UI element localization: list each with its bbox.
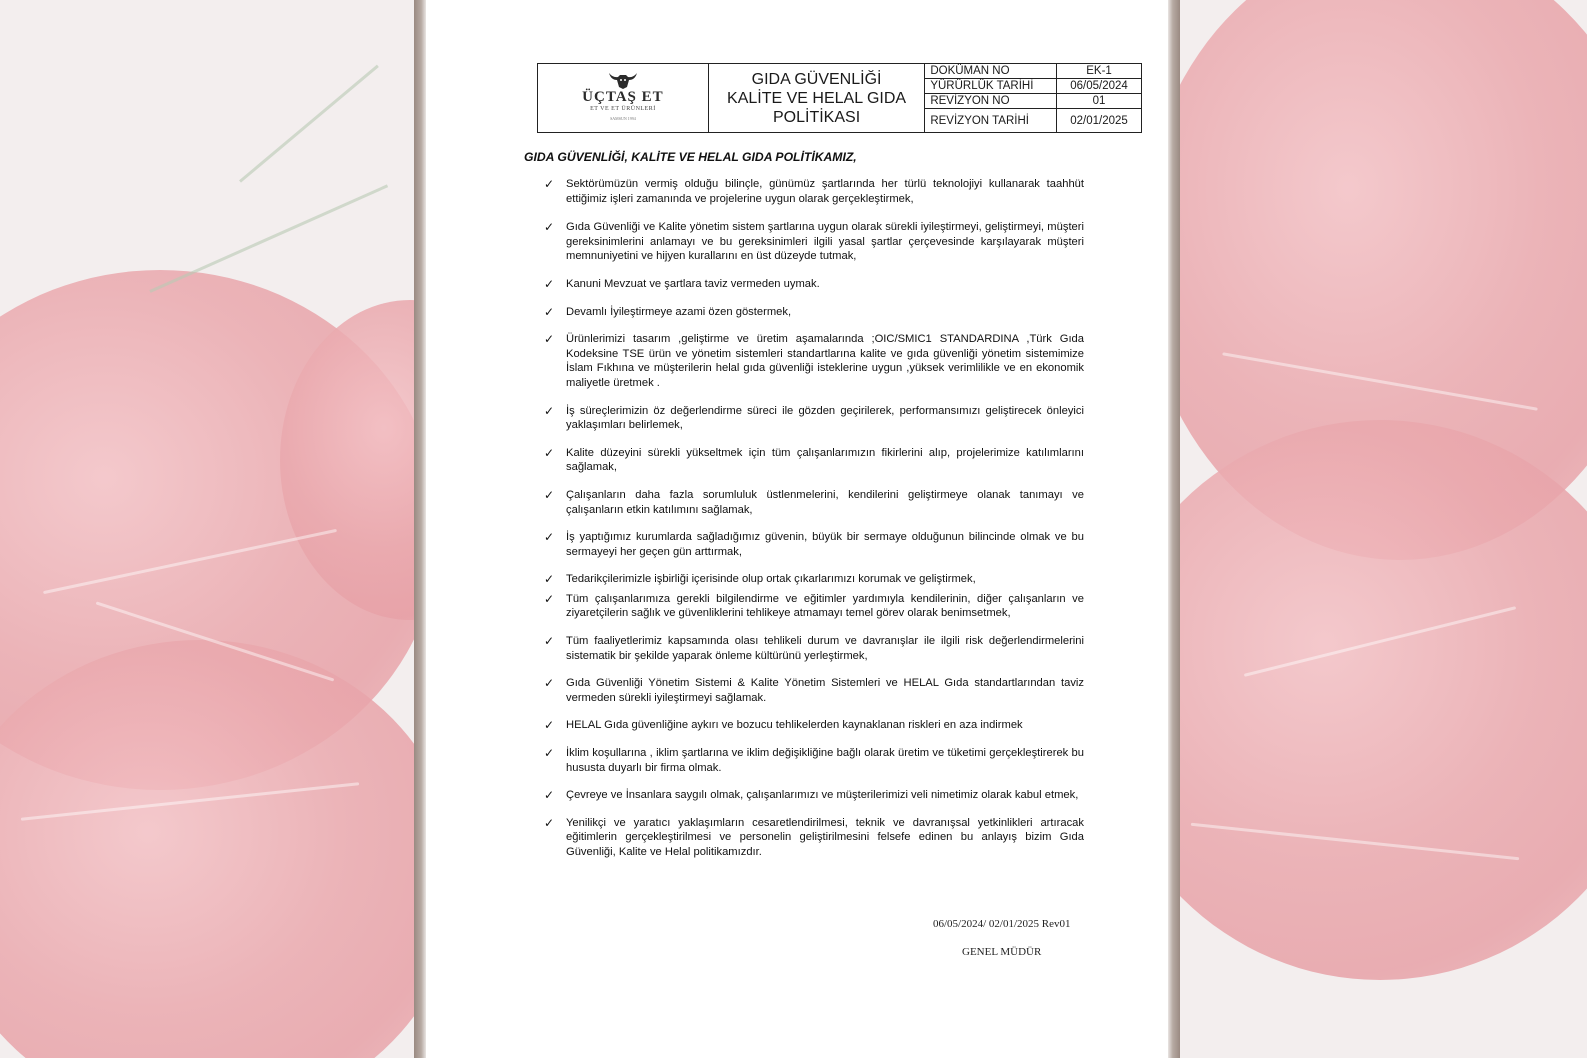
- checkmark-icon: ✓: [544, 572, 555, 587]
- logo-cell: [538, 64, 709, 133]
- policy-item: [544, 746, 1084, 775]
- policy-item-text: İklim koşullarına , iklim şartlarına ve iklim değişikliğine bağlı olarak üretim ve tüketimi gerçekleştirerek bu hususta duyarlı bir firma olmak.: [566, 747, 1084, 774]
- policy-item: [544, 404, 1084, 433]
- meta-label-revision-no: REVİZYON NO: [925, 94, 1057, 109]
- policy-item: [544, 676, 1084, 705]
- policy-item: [544, 592, 1084, 621]
- policy-item-text: Gıda Güvenliği Yönetim Sistemi & Kalite Yönetim Sistemleri ve HELAL Gıda standartlarından taviz vermeden sürekli iyileştirmeyi sağlamak.: [566, 677, 1084, 704]
- policy-item: [544, 277, 1084, 292]
- background-meat-right: [1180, 0, 1587, 1058]
- meta-label-effective-date: YÜRÜRLÜK TARİHİ: [925, 79, 1057, 94]
- checkmark-icon: ✓: [544, 403, 555, 418]
- title-line: POLİTİKASI: [773, 108, 861, 126]
- policy-item: [544, 177, 1084, 206]
- policy-item: [544, 332, 1084, 390]
- policy-item: [544, 488, 1084, 517]
- checkmark-icon: ✓: [544, 220, 555, 235]
- checkmark-icon: ✓: [544, 487, 555, 502]
- policy-item-text: Tüm çalışanlarımıza gerekli bilgilendirme ve eğitimler yardımıyla kendilerinin, diğer çalışanların ve ziyaretçilerin sağlık ve güvenliklerini tehlikeye atmamayı temel görev olarak benimsetmek,: [566, 592, 1084, 620]
- logo-since: SAMSUN 1994: [610, 115, 636, 121]
- policy-item-text: Ürünlerimizi tasarım ,geliştirme ve üretim aşamalarında ;OIC/SMIC1 STANDARDINA ,Türk Gıda Kodeksine TSE ürün ve yönetim sistemleri standartlarına kalite ve gıda güvenliği yönetim sistemimize İslam Fıkhına ve müşterilerin helal gıda güvenliği isteklerine uygun ,yüksek verimlilikle ve en ekonomik maliyetle üretmek .: [566, 333, 1084, 389]
- policy-item: [544, 718, 1084, 733]
- policy-heading: GIDA GÜVENLİĞİ, KALİTE VE HELAL GIDA POLİTİKAMIZ,: [524, 150, 857, 164]
- policy-item-text: Çalışanların daha fazla sorumluluk üstlenmelerini, kendilerini geliştirmeye olanak tanımayı ve çalışanların etkin katılımını sağlamak,: [566, 488, 1084, 516]
- policy-item: [544, 634, 1084, 663]
- title-line: KALİTE VE HELAL GIDA: [727, 89, 907, 107]
- signature-date: 06/05/2024/ 02/01/2025 Rev01: [933, 918, 1071, 930]
- policy-item-text: Kalite düzeyini sürekli yükseltmek için tüm çalışanlarımızın fikirlerini alıp, projelerimize katılımlarını sağlamak,: [566, 446, 1084, 474]
- signature-title: GENEL MÜDÜR: [962, 946, 1042, 958]
- checkmark-icon: ✓: [544, 591, 555, 606]
- checkmark-icon: ✓: [544, 304, 555, 319]
- logo-subtitle: ET VE ET ÜRÜNLERİ: [590, 105, 656, 112]
- meta-value-effective-date: 06/05/2024: [1057, 79, 1142, 94]
- policy-item: [544, 220, 1084, 264]
- policy-item-text: Gıda Güvenliği ve Kalite yönetim sistem şartlarına uygun olarak sürekli iyileştirmeyi, geliştirmeyi, müşteri gereksinimlerini anlamayı ve bu gereksinimleri ilgili yasal şartlar çerçevesinde karşılayarak müşteri memnuniyetini ve hijyen kurallarını en üst düzeyde tutmak,: [566, 221, 1084, 263]
- title-line: GIDA GÜVENLİĞİ: [751, 70, 882, 88]
- policy-item-text: İş yaptığımız kurumlarda sağladığımız güvenin, büyük bir sermaye olduğunun bilincinde olmak ve bu sermayeyi her geçen gün arttırmak,: [566, 531, 1084, 558]
- document-frame-left: [414, 0, 426, 1058]
- policy-item: [544, 530, 1084, 559]
- policy-item-text: Tüm faaliyetlerimiz kapsamında olası tehlikeli durum ve davranışlar ile ilgili risk değerlendirmelerini sistematik bir şekilde yaparak önleme kültürünü yerleştirmek,: [566, 635, 1084, 662]
- background-meat-left: [0, 0, 414, 1058]
- policy-item-text: İş süreçlerimizin öz değerlendirme süreci ile gözden geçirilerek, performansımızı geliştirecek önleyici yaklaşımları belirlemek,: [566, 404, 1084, 432]
- checkmark-icon: ✓: [544, 815, 555, 830]
- checkmark-icon: ✓: [544, 530, 555, 545]
- policy-item-text: Sektörümüzün vermiş olduğu bilinçle, günümüz şartlarında her türlü teknolojiyi kullanarak taahhüt ettiğimiz işleri zamanında ve projelerine uygun olarak gerçekleştirmek,: [566, 178, 1084, 205]
- company-logo: [563, 66, 683, 126]
- policy-item-text: Yenilikçi ve yaratıcı yaklaşımların cesaretlendirilmesi, teknik ve davranışsal yetkinlikleri artıracak eğitimlerin gerçekleştirilmesi ve personelin geliştirilmesini felsefe edinen bu anlayış bizim Gıda Güvenliği, Kalite ve Helal politikamızdır.: [566, 816, 1084, 858]
- policy-item-text: Çevreye ve İnsanlara saygılı olmak, çalışanlarımızı ve müşterilerimizi veli nimetimiz olarak kabul etmek,: [566, 789, 1079, 802]
- policy-item: [544, 305, 1084, 320]
- checkmark-icon: ✓: [544, 177, 555, 191]
- meta-value-document-no: EK-1: [1057, 64, 1142, 79]
- meta-value-revision-date: 02/01/2025: [1057, 109, 1142, 133]
- meta-value-revision-no: 01: [1057, 94, 1142, 109]
- policy-item-text: Devamlı İyileştirmeye azami özen göstermek,: [566, 305, 792, 318]
- checkmark-icon: ✓: [544, 634, 555, 649]
- checkmark-icon: ✓: [544, 445, 555, 460]
- document-title: [708, 64, 925, 133]
- policy-document: [426, 0, 1168, 1058]
- checkmark-icon: ✓: [544, 332, 555, 347]
- bull-head-icon: [607, 70, 639, 90]
- document-frame-right: [1168, 0, 1180, 1058]
- checkmark-icon: ✓: [544, 718, 555, 733]
- policy-list: [544, 177, 1084, 860]
- policy-item-text: Tedarikçilerimizle işbirliği içerisinde olup ortak çıkarlarımızı korumak ve geliştirmek,: [566, 573, 976, 586]
- meta-label-document-no: DOKÜMAN NO: [925, 64, 1057, 79]
- meta-label-revision-date: REVİZYON TARİHİ: [925, 109, 1057, 133]
- checkmark-icon: ✓: [544, 746, 555, 761]
- document-header-table: [537, 63, 1142, 133]
- checkmark-icon: ✓: [544, 676, 555, 691]
- policy-item-text: HELAL Gıda güvenliğine aykırı ve bozucu tehlikelerden kaynaklanan riskleri en aza indirmek: [566, 719, 1023, 732]
- policy-item-text: Kanuni Mevzuat ve şartlara taviz vermeden uymak.: [566, 277, 820, 290]
- checkmark-icon: ✓: [544, 276, 555, 291]
- policy-item: [544, 572, 1084, 587]
- policy-item: [544, 816, 1084, 860]
- policy-item: [544, 446, 1084, 475]
- logo-brand-text: ÜÇTAŞ ET: [582, 88, 664, 105]
- policy-item: [544, 788, 1084, 803]
- checkmark-icon: ✓: [544, 788, 555, 803]
